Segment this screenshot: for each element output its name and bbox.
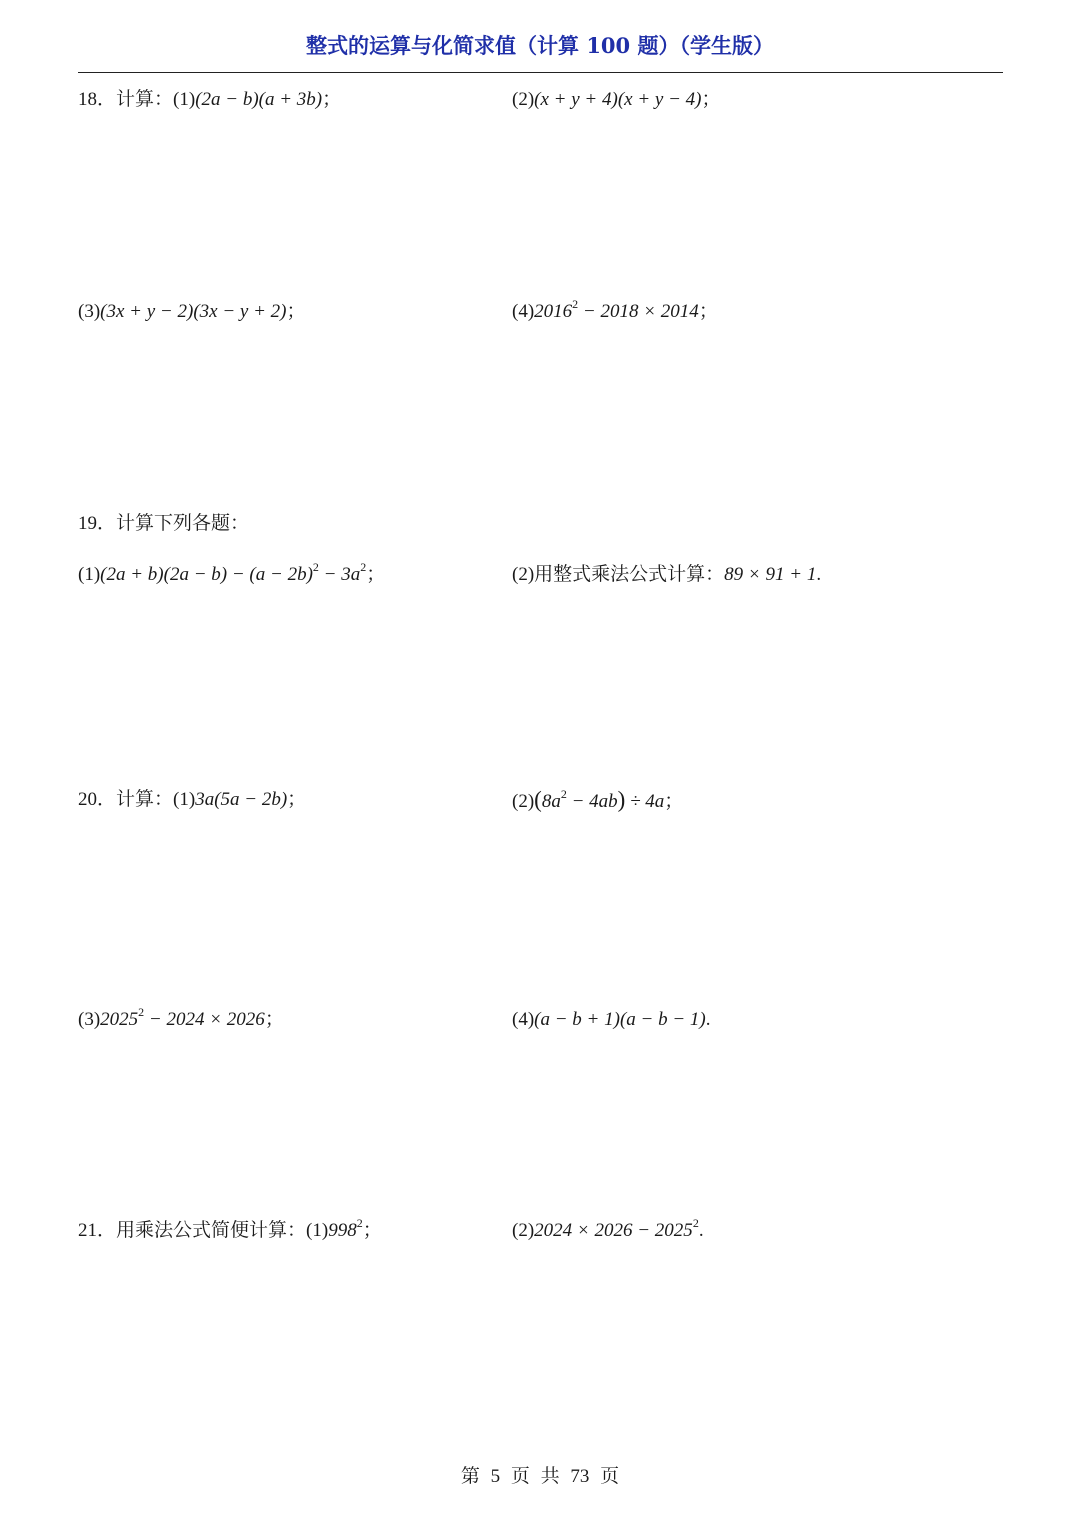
problem-intro: 计算： — [116, 789, 174, 810]
part-end: ； — [698, 301, 718, 322]
part-label: (2) — [512, 564, 535, 585]
header-divider — [78, 72, 1003, 73]
math-expression: 3a(5a − 2b) — [195, 789, 288, 810]
part-end: ； — [286, 301, 306, 322]
math-expression-c: ÷ 4a — [625, 791, 665, 812]
math-base: 998 — [328, 1220, 357, 1241]
math-expression: (3x + y − 2)(3x − y + 2) — [100, 301, 287, 322]
exponent: 2 — [138, 1005, 145, 1019]
part-label: (4) — [512, 1009, 535, 1030]
part-label: (3) — [78, 301, 101, 322]
problem-number: 21． — [78, 1220, 117, 1241]
part-end: . — [705, 1009, 711, 1030]
math-rest: − 2018 × 2014 — [578, 301, 699, 322]
open-paren: ( — [534, 787, 542, 812]
page-header-title: 整式的运算与化简求值（计算 100 题）（学生版） — [306, 33, 774, 58]
problem-18-part-4 — [512, 297, 718, 324]
problem-intro: 计算： — [116, 89, 174, 110]
page-footer: 第 5 页 共 73 页 — [460, 1466, 620, 1487]
exponent: 2 — [692, 1216, 699, 1230]
problem-19-part-2 — [512, 563, 821, 587]
part-label: (1) — [78, 564, 101, 585]
part-end: ； — [701, 89, 721, 110]
part-label: (1) — [173, 789, 196, 810]
problem-21-part-2 — [512, 1216, 704, 1243]
math-base: 2024 × 2026 − 2025 — [534, 1220, 693, 1241]
exponent: 2 — [312, 560, 319, 574]
problem-19-part-1 — [78, 560, 386, 587]
problem-20-part-3 — [78, 1005, 284, 1032]
part-end: ； — [264, 1009, 284, 1030]
problem-18-part-1 — [78, 88, 341, 112]
problem-20-part-1 — [78, 788, 306, 812]
part-label: (2) — [512, 1220, 535, 1241]
part-label: (1) — [306, 1220, 329, 1241]
math-expression-b: − 4ab — [566, 791, 618, 812]
math-expression-a: (2a + b)(2a − b) − (a − 2b) — [100, 564, 313, 585]
math-expression: (2a − b)(a + 3b) — [195, 89, 323, 110]
problem-20-part-2 — [512, 788, 683, 814]
close-paren: ) — [617, 787, 626, 812]
math-expression-b: − 3a — [318, 564, 361, 585]
part-end: ； — [366, 564, 386, 585]
part-end: . — [698, 1220, 704, 1241]
part-label: (2) — [512, 89, 535, 110]
part-label: (2) — [512, 791, 535, 812]
problem-number: 18． — [78, 89, 117, 110]
part-label: (1) — [173, 89, 196, 110]
math-expression-a: 8a — [541, 791, 561, 812]
problem-intro: 用乘法公式简便计算： — [116, 1220, 307, 1241]
math-rest: − 2024 × 2026 — [144, 1009, 265, 1030]
math-expression: 89 × 91 + 1 — [724, 564, 817, 585]
problem-number: 19． — [78, 513, 117, 534]
problem-18-part-2 — [512, 88, 721, 112]
exponent: 2 — [560, 787, 567, 801]
math-expression: (a − b + 1)(a − b − 1) — [534, 1009, 706, 1030]
part-end: . — [816, 564, 822, 585]
problem-intro: 计算下列各题： — [116, 513, 250, 534]
math-base: 2025 — [100, 1009, 139, 1030]
part-label: (4) — [512, 301, 535, 322]
problem-21-part-1 — [78, 1216, 382, 1243]
part-end: ； — [322, 89, 342, 110]
exponent: 2 — [356, 1216, 363, 1230]
exponent: 2 — [572, 297, 579, 311]
part-label: (3) — [78, 1009, 101, 1030]
part-end: ； — [287, 789, 307, 810]
exponent: 2 — [360, 560, 367, 574]
problem-number: 20． — [78, 789, 117, 810]
problem-18-part-3 — [78, 300, 306, 324]
math-expression: (x + y + 4)(x + y − 4) — [534, 89, 702, 110]
problem-19-heading — [78, 512, 249, 536]
part-end: ； — [362, 1220, 382, 1241]
math-base: 2016 — [534, 301, 573, 322]
part-end: ； — [664, 791, 684, 812]
part-text: 用整式乘法公式计算： — [534, 564, 725, 585]
problem-20-part-4 — [512, 1008, 711, 1032]
